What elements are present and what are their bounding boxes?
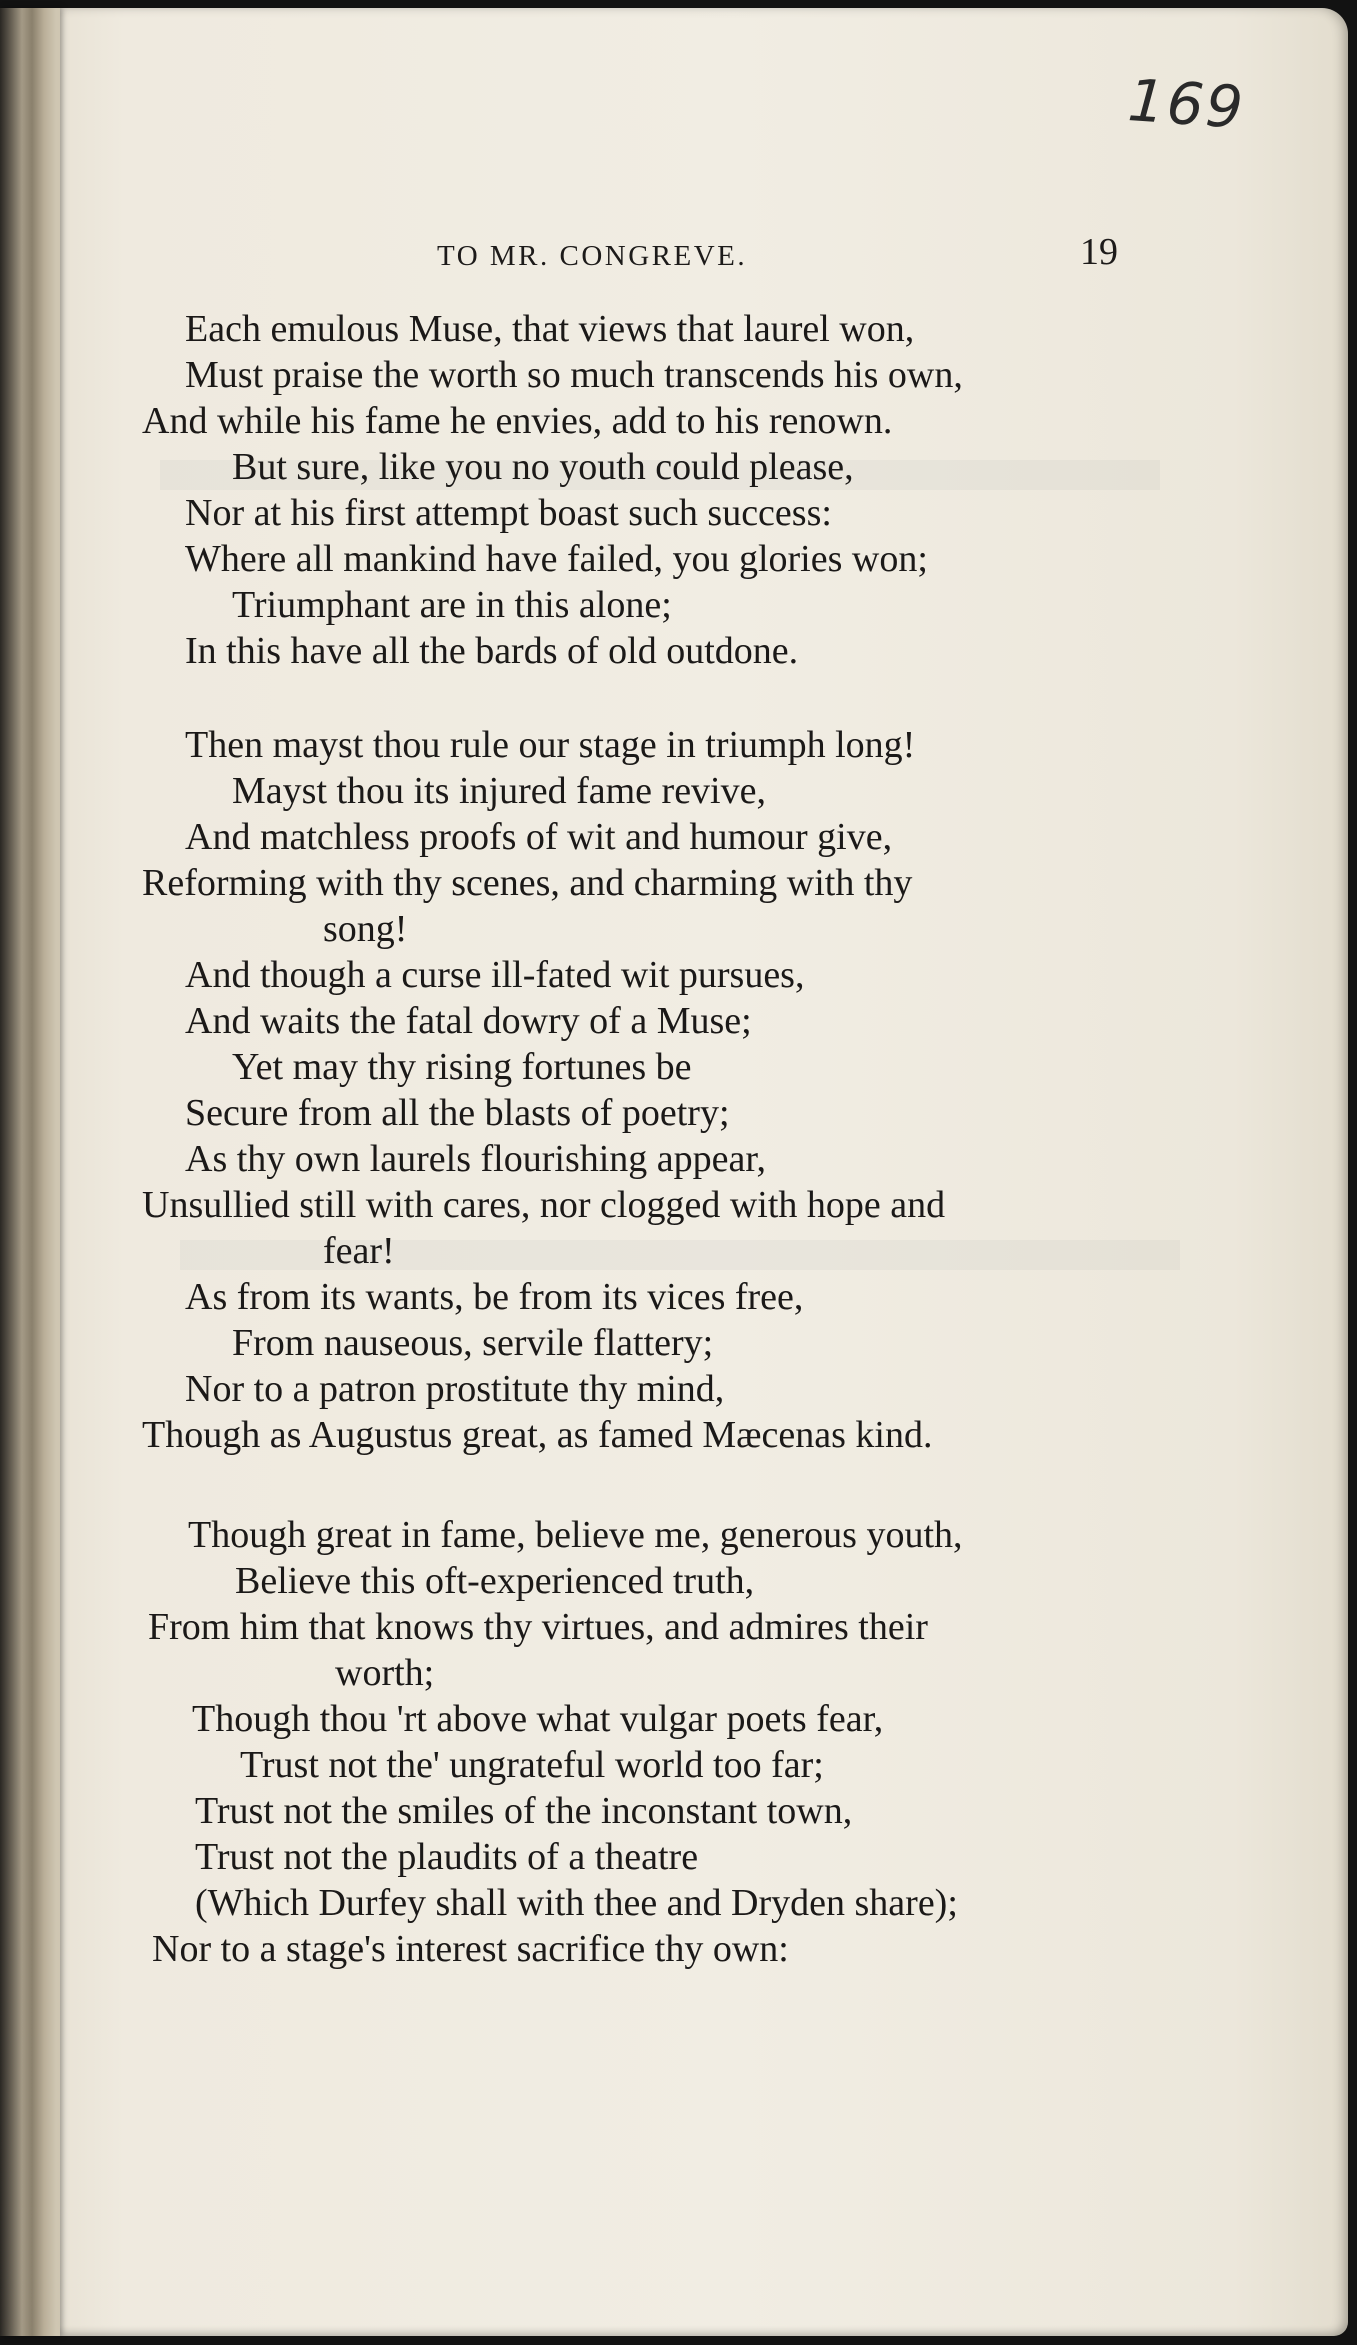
poem-line: And waits the fatal dowry of a Muse; — [185, 1000, 752, 1042]
poem-line: Trust not the plaudits of a theatre — [195, 1836, 699, 1878]
poem-line: Unsullied still with cares, nor clogged with hope and — [142, 1184, 946, 1226]
poem-line: And though a curse ill-fated wit pursues, — [185, 954, 805, 996]
poem-line: Nor at his first attempt boast such success: — [185, 492, 832, 534]
poem-line: Trust not the smiles of the inconstant town, — [195, 1790, 853, 1832]
poem-line: (Which Durfey shall with thee and Dryden share); — [195, 1882, 958, 1924]
running-head: TO MR. CONGREVE. — [437, 240, 748, 272]
poem-line: Mayst thou its injured fame revive, — [232, 770, 766, 812]
poem-line: Though thou 'rt above what vulgar poets fear, — [192, 1698, 884, 1740]
poem-line: Though as Augustus great, as famed Mæcenas kind. — [142, 1414, 933, 1456]
poem-line: Each emulous Muse, that views that laurel won, — [185, 308, 915, 350]
poem-line: But sure, like you no youth could please, — [232, 446, 854, 488]
poem-line: Reforming with thy scenes, and charming with thy — [142, 862, 913, 904]
poem-line: Nor to a patron prostitute thy mind, — [185, 1368, 725, 1410]
poem-line: In this have all the bards of old outdone. — [185, 630, 799, 672]
poem-line: Triumphant are in this alone; — [232, 584, 672, 626]
poem-line: From nauseous, servile flattery; — [232, 1322, 714, 1364]
poem-line: Must praise the worth so much transcends his own, — [185, 354, 963, 396]
poem-line: worth; — [335, 1652, 435, 1694]
printed-page-number: 19 — [1080, 231, 1118, 273]
poem-line: And while his fame he envies, add to his renown. — [142, 400, 893, 442]
poem-line: And matchless proofs of wit and humour give, — [185, 816, 893, 858]
poem-line: Though great in fame, believe me, generous youth, — [188, 1514, 963, 1556]
poem-line: Secure from all the blasts of poetry; — [185, 1092, 730, 1134]
poem-line: As from its wants, be from its vices free, — [185, 1276, 804, 1318]
book-binding-edge — [0, 8, 60, 2336]
poem-line: song! — [323, 908, 408, 950]
poem-line: Trust not the' ungrateful world too far; — [240, 1744, 824, 1786]
poem-line: Nor to a stage's interest sacrifice thy own: — [152, 1928, 789, 1970]
poem-line: As thy own laurels flourishing appear, — [185, 1138, 767, 1180]
poem-line: Yet may thy rising fortunes be — [232, 1046, 692, 1088]
poem-line: Where all mankind have failed, you glories won; — [185, 538, 928, 580]
poem-line: Then mayst thou rule our stage in triumph long! — [185, 724, 916, 766]
poem-line: From him that knows thy virtues, and admires their — [148, 1606, 928, 1648]
handwritten-page-number: 169 — [1125, 66, 1247, 142]
poem-line: Believe this oft-experienced truth, — [235, 1560, 755, 1602]
poem-line: fear! — [323, 1230, 395, 1272]
